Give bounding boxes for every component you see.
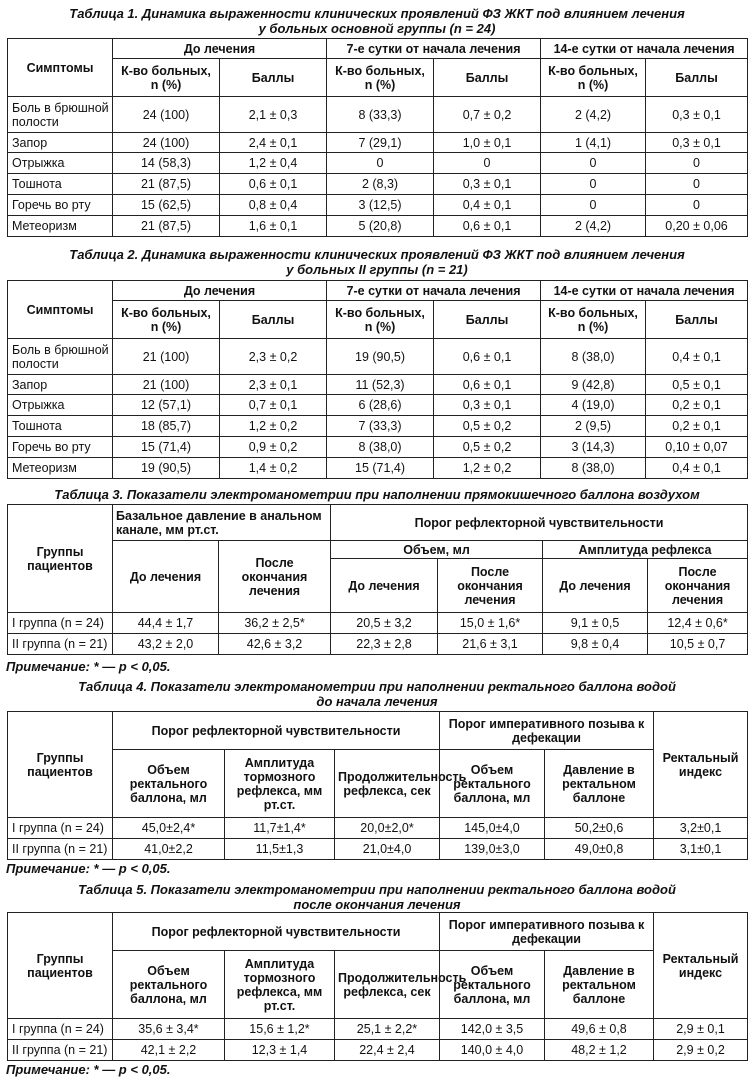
symptom-cell: Метеоризм xyxy=(8,458,113,479)
value-cell: 0 xyxy=(434,153,541,174)
value-cell: 0,6 ± 0,1 xyxy=(220,174,327,195)
value-cell: 0,3 ± 0,1 xyxy=(646,97,748,133)
t2-sub-score: Баллы xyxy=(434,301,541,339)
value-cell: 45,0±2,4* xyxy=(113,818,225,839)
t5-sub-volume: Объем ректального баллона, мл xyxy=(113,951,225,1019)
value-cell: 8 (38,0) xyxy=(541,458,646,479)
t2-sub-count: К-во больных, n (%) xyxy=(113,301,220,339)
symptom-cell: Тошнота xyxy=(8,416,113,437)
table-row xyxy=(8,839,748,860)
value-cell: 44,4 ± 1,7 xyxy=(113,613,219,634)
t1-sub-count: К-во больных, n (%) xyxy=(327,59,434,97)
table1-caption-line1: Таблица 1. Динамика выраженности клинических проявлений ФЗ ЖКТ под влиянием лечения xyxy=(69,6,685,21)
table-row xyxy=(8,1019,748,1040)
value-cell: 12,4 ± 0,6* xyxy=(648,613,748,634)
value-cell: 21,6 ± 3,1 xyxy=(438,634,543,655)
t3-groups-header: Группы пациентов xyxy=(8,505,113,613)
t3-before-volume: До лечения xyxy=(331,559,438,613)
value-cell: 1,2 ± 0,4 xyxy=(220,153,327,174)
value-cell: 0,7 ± 0,2 xyxy=(434,97,541,133)
value-cell: 0,5 ± 0,2 xyxy=(434,437,541,458)
group-cell: I группа (n = 24) xyxy=(8,818,113,839)
value-cell: 42,1 ± 2,2 xyxy=(113,1040,225,1061)
value-cell: 12 (57,1) xyxy=(113,395,220,416)
t3-volume-header: Объем, мл xyxy=(331,541,543,559)
value-cell: 7 (29,1) xyxy=(327,133,434,153)
table4-caption-line2: до начала лечения xyxy=(316,694,438,709)
value-cell: 3,2±0,1 xyxy=(654,818,748,839)
value-cell: 139,0±3,0 xyxy=(440,839,545,860)
table-row xyxy=(8,133,748,153)
value-cell: 9,8 ± 0,4 xyxy=(543,634,648,655)
symptom-cell: Запор xyxy=(8,375,113,395)
symptom-cell: Горечь во рту xyxy=(8,195,113,216)
symptom-cell: Боль в брюшной полости xyxy=(8,339,113,375)
value-cell: 0,6 ± 0,1 xyxy=(434,375,541,395)
value-cell: 22,3 ± 2,8 xyxy=(331,634,438,655)
value-cell: 48,2 ± 1,2 xyxy=(545,1040,654,1061)
value-cell: 2,3 ± 0,1 xyxy=(220,375,327,395)
t4-sub-volume: Объем ректального баллона, мл xyxy=(113,750,225,818)
value-cell: 2 (4,2) xyxy=(541,97,646,133)
t3-before-basal: До лечения xyxy=(113,541,219,613)
value-cell: 21 (100) xyxy=(113,339,220,375)
value-cell: 9,1 ± 0,5 xyxy=(543,613,648,634)
table4-caption xyxy=(0,679,754,709)
value-cell: 0,5 ± 0,1 xyxy=(646,375,748,395)
t4-urge-header: Порог императивного позыва к дефекации xyxy=(440,712,654,750)
table5 xyxy=(7,912,748,1061)
table-row xyxy=(8,195,748,216)
table5-note: Примечание: * — p < 0,05. xyxy=(6,1062,171,1077)
table1-caption-line2: у больных основной группы (n = 24) xyxy=(258,21,496,36)
value-cell: 145,0±4,0 xyxy=(440,818,545,839)
table5-caption-line1: Таблица 5. Показатели электроманометрии при наполнении ректального баллона водой xyxy=(78,882,676,897)
t3-amplitude-header: Амплитуда рефлекса xyxy=(543,541,748,559)
symptom-cell: Отрыжка xyxy=(8,153,113,174)
value-cell: 15,6 ± 1,2* xyxy=(225,1019,335,1040)
table2-caption-line1: Таблица 2. Динамика выраженности клинических проявлений ФЗ ЖКТ под влиянием лечения xyxy=(69,247,685,262)
table5-caption-line2: после окончания лечения xyxy=(293,897,461,912)
value-cell: 7 (33,3) xyxy=(327,416,434,437)
value-cell: 22,4 ± 2,4 xyxy=(335,1040,440,1061)
value-cell: 12,3 ± 1,4 xyxy=(225,1040,335,1061)
t1-sub-score: Баллы xyxy=(434,59,541,97)
value-cell: 19 (90,5) xyxy=(327,339,434,375)
value-cell: 20,5 ± 3,2 xyxy=(331,613,438,634)
t5-sub-urge-pressure: Давление в ректальном баллоне xyxy=(545,951,654,1019)
t3-after-basal: После окончания лечения xyxy=(219,541,331,613)
table-row xyxy=(8,634,748,655)
t2-sub-score: Баллы xyxy=(220,301,327,339)
table-row xyxy=(8,339,748,375)
value-cell: 0 xyxy=(646,195,748,216)
t1-symptoms-header: Симптомы xyxy=(8,39,113,97)
table-row xyxy=(8,153,748,174)
value-cell: 50,2±0,6 xyxy=(545,818,654,839)
t1-sub-count: К-во больных, n (%) xyxy=(113,59,220,97)
t1-period-day7: 7-е сутки от начала лечения xyxy=(327,39,541,59)
t1-sub-score: Баллы xyxy=(646,59,748,97)
symptom-cell: Метеоризм xyxy=(8,216,113,237)
table-row xyxy=(8,458,748,479)
t4-sub-amplitude: Амплитуда тормозного рефлекса, мм рт.ст. xyxy=(225,750,335,818)
group-cell: I группа (n = 24) xyxy=(8,1019,113,1040)
symptom-cell: Запор xyxy=(8,133,113,153)
value-cell: 8 (33,3) xyxy=(327,97,434,133)
value-cell: 0,3 ± 0,1 xyxy=(434,395,541,416)
value-cell: 5 (20,8) xyxy=(327,216,434,237)
value-cell: 3 (12,5) xyxy=(327,195,434,216)
value-cell: 15 (71,4) xyxy=(327,458,434,479)
value-cell: 42,6 ± 3,2 xyxy=(219,634,331,655)
t2-period-day7: 7-е сутки от начала лечения xyxy=(327,281,541,301)
value-cell: 49,0±0,8 xyxy=(545,839,654,860)
table-row xyxy=(8,216,748,237)
table3 xyxy=(7,504,748,655)
table-row xyxy=(8,818,748,839)
t4-sub-urge-pressure: Давление в ректальном баллоне xyxy=(545,750,654,818)
value-cell: 3,1±0,1 xyxy=(654,839,748,860)
table2 xyxy=(7,280,748,479)
value-cell: 2,1 ± 0,3 xyxy=(220,97,327,133)
value-cell: 2 (8,3) xyxy=(327,174,434,195)
value-cell: 0,5 ± 0,2 xyxy=(434,416,541,437)
table3-caption: Таблица 3. Показатели электроманометрии при наполнении прямокишечного баллона воздухом xyxy=(54,487,700,502)
value-cell: 36,2 ± 2,5* xyxy=(219,613,331,634)
t2-sub-count: К-во больных, n (%) xyxy=(327,301,434,339)
table-row xyxy=(8,1040,748,1061)
table-row xyxy=(8,437,748,458)
t3-after-volume: После окончания лечения xyxy=(438,559,543,613)
value-cell: 1,0 ± 0,1 xyxy=(434,133,541,153)
table4-caption-line1: Таблица 4. Показатели электроманометрии при наполнении ректального баллона водой xyxy=(78,679,676,694)
value-cell: 49,6 ± 0,8 xyxy=(545,1019,654,1040)
value-cell: 2,9 ± 0,2 xyxy=(654,1040,748,1061)
value-cell: 1 (4,1) xyxy=(541,133,646,153)
t5-sub-urge-volume: Объем ректального баллона, мл xyxy=(440,951,545,1019)
value-cell: 15,0 ± 1,6* xyxy=(438,613,543,634)
value-cell: 25,1 ± 2,2* xyxy=(335,1019,440,1040)
value-cell: 41,0±2,2 xyxy=(113,839,225,860)
value-cell: 8 (38,0) xyxy=(327,437,434,458)
value-cell: 0,4 ± 0,1 xyxy=(646,458,748,479)
value-cell: 0,2 ± 0,1 xyxy=(646,416,748,437)
value-cell: 11 (52,3) xyxy=(327,375,434,395)
value-cell: 142,0 ± 3,5 xyxy=(440,1019,545,1040)
t5-threshold-header: Порог рефлекторной чувствительности xyxy=(113,913,440,951)
value-cell: 1,6 ± 0,1 xyxy=(220,216,327,237)
t1-period-day14: 14-е сутки от начала лечения xyxy=(541,39,748,59)
t5-sub-duration: Продолжительность рефлекса, сек xyxy=(335,951,440,1019)
t3-after-amplitude: После окончания лечения xyxy=(648,559,748,613)
value-cell: 0 xyxy=(541,174,646,195)
symptom-cell: Тошнота xyxy=(8,174,113,195)
t1-sub-count: К-во больных, n (%) xyxy=(541,59,646,97)
t1-period-before: До лечения xyxy=(113,39,327,59)
t1-sub-score: Баллы xyxy=(220,59,327,97)
value-cell: 0 xyxy=(327,153,434,174)
group-cell: II группа (n = 21) xyxy=(8,839,113,860)
value-cell: 1,4 ± 0,2 xyxy=(220,458,327,479)
t5-index-header: Ректальный индекс xyxy=(654,913,748,1019)
value-cell: 6 (28,6) xyxy=(327,395,434,416)
value-cell: 21,0±4,0 xyxy=(335,839,440,860)
value-cell: 140,0 ± 4,0 xyxy=(440,1040,545,1061)
value-cell: 0 xyxy=(646,174,748,195)
t5-groups-header: Группы пациентов xyxy=(8,913,113,1019)
value-cell: 18 (85,7) xyxy=(113,416,220,437)
value-cell: 2,3 ± 0,2 xyxy=(220,339,327,375)
value-cell: 11,5±1,3 xyxy=(225,839,335,860)
group-cell: I группа (n = 24) xyxy=(8,613,113,634)
value-cell: 0,8 ± 0,4 xyxy=(220,195,327,216)
value-cell: 20,0±2,0* xyxy=(335,818,440,839)
t2-period-day14: 14-е сутки от начала лечения xyxy=(541,281,748,301)
value-cell: 0,20 ± 0,06 xyxy=(646,216,748,237)
value-cell: 10,5 ± 0,7 xyxy=(648,634,748,655)
value-cell: 35,6 ± 3,4* xyxy=(113,1019,225,1040)
value-cell: 2,4 ± 0,1 xyxy=(220,133,327,153)
value-cell: 9 (42,8) xyxy=(541,375,646,395)
value-cell: 21 (87,5) xyxy=(113,174,220,195)
value-cell: 0,4 ± 0,1 xyxy=(646,339,748,375)
value-cell: 1,2 ± 0,2 xyxy=(434,458,541,479)
symptom-cell: Боль в брюшной полости xyxy=(8,97,113,133)
table4 xyxy=(7,711,748,860)
value-cell: 24 (100) xyxy=(113,133,220,153)
t2-period-before: До лечения xyxy=(113,281,327,301)
table-row xyxy=(8,395,748,416)
value-cell: 2 (4,2) xyxy=(541,216,646,237)
t4-threshold-header: Порог рефлекторной чувствительности xyxy=(113,712,440,750)
t2-sub-score: Баллы xyxy=(646,301,748,339)
value-cell: 0,2 ± 0,1 xyxy=(646,395,748,416)
value-cell: 0,7 ± 0,1 xyxy=(220,395,327,416)
t3-threshold-header: Порог рефлекторной чувствительности xyxy=(331,505,748,541)
value-cell: 4 (19,0) xyxy=(541,395,646,416)
value-cell: 0,9 ± 0,2 xyxy=(220,437,327,458)
table1-caption xyxy=(0,6,754,36)
table1 xyxy=(7,38,748,237)
t3-basal-header: Базальное давление в анальном канале, мм рт.ст. xyxy=(113,505,331,541)
value-cell: 0,3 ± 0,1 xyxy=(434,174,541,195)
value-cell: 43,2 ± 2,0 xyxy=(113,634,219,655)
t4-sub-urge-volume: Объем ректального баллона, мл xyxy=(440,750,545,818)
value-cell: 2 (9,5) xyxy=(541,416,646,437)
value-cell: 19 (90,5) xyxy=(113,458,220,479)
value-cell: 8 (38,0) xyxy=(541,339,646,375)
value-cell: 0,3 ± 0,1 xyxy=(646,133,748,153)
t2-symptoms-header: Симптомы xyxy=(8,281,113,339)
t4-sub-duration: Продолжительность рефлекса, сек xyxy=(335,750,440,818)
table-row xyxy=(8,416,748,437)
t2-sub-count: К-во больных, n (%) xyxy=(541,301,646,339)
t4-groups-header: Группы пациентов xyxy=(8,712,113,818)
value-cell: 0 xyxy=(541,153,646,174)
group-cell: II группа (n = 21) xyxy=(8,1040,113,1061)
value-cell: 14 (58,3) xyxy=(113,153,220,174)
value-cell: 0,6 ± 0,1 xyxy=(434,216,541,237)
value-cell: 3 (14,3) xyxy=(541,437,646,458)
value-cell: 21 (100) xyxy=(113,375,220,395)
table-row xyxy=(8,375,748,395)
group-cell: II группа (n = 21) xyxy=(8,634,113,655)
table3-note: Примечание: * — p < 0,05. xyxy=(6,659,171,674)
table-row xyxy=(8,97,748,133)
symptom-cell: Горечь во рту xyxy=(8,437,113,458)
value-cell: 2,9 ± 0,1 xyxy=(654,1019,748,1040)
value-cell: 0 xyxy=(646,153,748,174)
table4-note: Примечание: * — p < 0,05. xyxy=(6,861,171,876)
t4-index-header: Ректальный индекс xyxy=(654,712,748,818)
value-cell: 0,4 ± 0,1 xyxy=(434,195,541,216)
value-cell: 0,10 ± 0,07 xyxy=(646,437,748,458)
table2-caption-line2: у больных II группы (n = 21) xyxy=(286,262,468,277)
value-cell: 21 (87,5) xyxy=(113,216,220,237)
t3-before-amplitude: До лечения xyxy=(543,559,648,613)
t5-sub-amplitude: Амплитуда тормозного рефлекса, мм рт.ст. xyxy=(225,951,335,1019)
value-cell: 0,6 ± 0,1 xyxy=(434,339,541,375)
table-row xyxy=(8,613,748,634)
symptom-cell: Отрыжка xyxy=(8,395,113,416)
value-cell: 15 (71,4) xyxy=(113,437,220,458)
value-cell: 24 (100) xyxy=(113,97,220,133)
value-cell: 1,2 ± 0,2 xyxy=(220,416,327,437)
value-cell: 0 xyxy=(541,195,646,216)
table5-caption xyxy=(0,882,754,912)
table2-caption xyxy=(0,247,754,277)
value-cell: 11,7±1,4* xyxy=(225,818,335,839)
value-cell: 15 (62,5) xyxy=(113,195,220,216)
table-row xyxy=(8,174,748,195)
t5-urge-header: Порог императивного позыва к дефекации xyxy=(440,913,654,951)
